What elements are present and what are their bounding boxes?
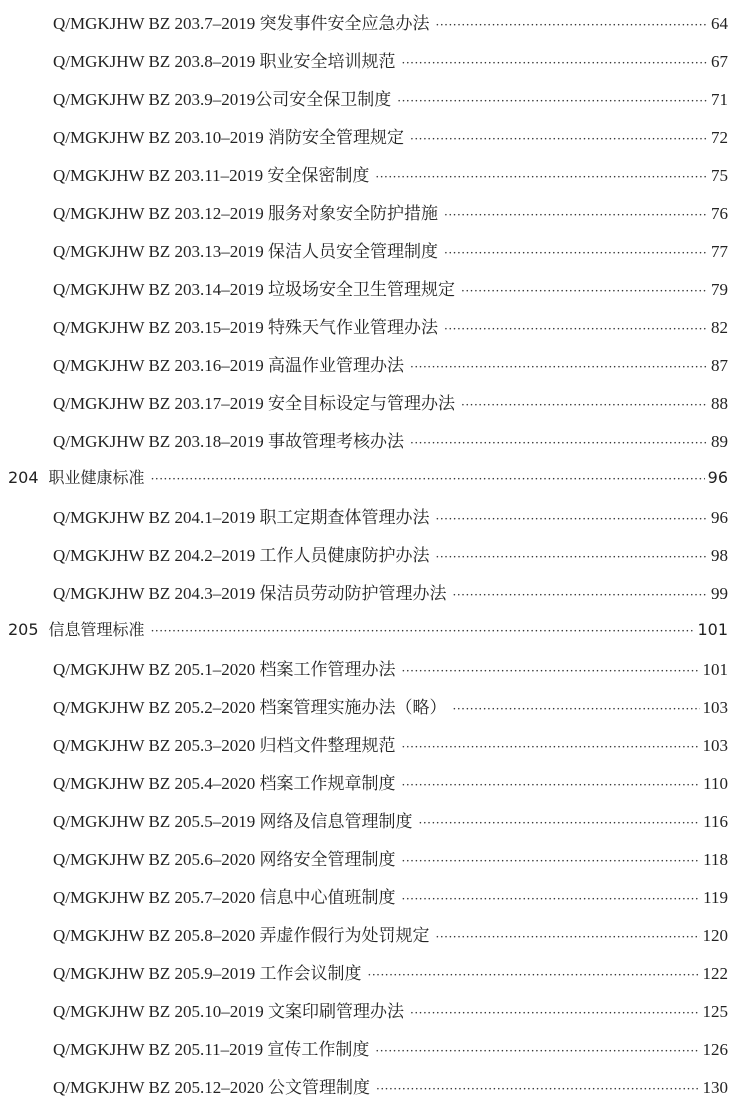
toc-entry-page: 82 [711,318,728,337]
toc-entry[interactable] [0,655,750,681]
toc-entry-title: Q/MGKJHW BZ 205.6–2020 网络安全管理制度 [53,850,396,869]
toc-entry-page: 122 [702,964,728,983]
toc-entry-title: Q/MGKJHW BZ 203.7–2019 突发事件安全应急办法 [53,14,430,33]
dot-leader [436,512,708,526]
toc-entry-title: Q/MGKJHW BZ 204.3–2019 保洁员劳动防护管理办法 [53,584,447,603]
toc-entry-title: Q/MGKJHW BZ 203.8–2019 职业安全培训规范 [53,52,396,71]
toc-entry-title: Q/MGKJHW BZ 205.2–2020 档案管理实施办法（略） [53,698,447,717]
toc-entry-page: 103 [702,698,728,717]
toc-entry-title: Q/MGKJHW BZ 203.17–2019 安全目标设定与管理办法 [53,394,456,413]
toc-entry-title: Q/MGKJHW BZ 205.5–2019 网络及信息管理制度 [53,812,413,831]
toc-entry-title: Q/MGKJHW BZ 204.1–2019 职工定期查体管理办法 [53,508,430,527]
toc-entry[interactable] [0,769,750,795]
section-number: 205 [8,620,39,639]
toc-entry-page: 125 [702,1002,728,1021]
dot-leader [453,588,708,602]
toc-entry-title: Q/MGKJHW BZ 205.7–2020 信息中心值班制度 [53,888,396,907]
dot-leader [410,436,708,450]
toc-entry-page: 103 [702,736,728,755]
dot-leader [436,550,708,564]
dot-leader [151,624,695,638]
toc-entry-page: 130 [702,1078,728,1097]
toc-entry[interactable] [0,313,750,339]
dot-leader [453,702,700,716]
toc-entry[interactable] [0,85,750,111]
toc-entry[interactable] [0,693,750,719]
toc-entry-title: Q/MGKJHW BZ 203.9–2019公司安全保卫制度 [53,90,392,109]
dot-leader [402,56,708,70]
dot-leader [375,1044,699,1058]
toc-section-heading[interactable] [0,465,750,491]
toc-entry-title: Q/MGKJHW BZ 203.10–2019 消防安全管理规定 [53,128,405,147]
section-title: 信息管理标准 [48,620,145,639]
toc-entry-page: 99 [711,584,728,603]
dot-leader [461,284,708,298]
dot-leader [402,778,701,792]
toc-entry[interactable] [0,9,750,35]
toc-entry-page: 119 [703,888,728,907]
toc-entry-page: 76 [711,204,728,223]
toc-entry[interactable] [0,427,750,453]
toc-entry-page: 126 [702,1040,728,1059]
toc-entry[interactable] [0,1035,750,1061]
toc-entry[interactable] [0,579,750,605]
dot-leader [368,968,700,982]
toc-entry-page: 96 [711,508,728,527]
toc-entry-page: 101 [702,660,728,679]
toc-entry-page: 79 [711,280,728,299]
toc-entry-title: Q/MGKJHW BZ 205.3–2020 归档文件整理规范 [53,736,396,755]
toc-entry-title: Q/MGKJHW BZ 205.10–2019 文案印刷管理办法 [53,1002,405,1021]
toc-section-heading[interactable] [0,617,750,643]
section-title: 职业健康标准 [48,468,145,487]
toc-entry[interactable] [0,161,750,187]
toc-entry-page: 110 [703,774,728,793]
dot-leader [410,132,708,146]
section-page: 101 [697,620,728,639]
toc-entry-page: 98 [711,546,728,565]
toc-entry-title: Q/MGKJHW BZ 205.9–2019 工作会议制度 [53,964,362,983]
toc-entry-page: 87 [711,356,728,375]
section-number: 204 [8,468,39,487]
toc-entry[interactable] [0,731,750,757]
toc-entry[interactable] [0,807,750,833]
toc-entry-page: 120 [702,926,728,945]
dot-leader [436,18,708,32]
toc-entry[interactable] [0,237,750,263]
toc-entry-page: 71 [711,90,728,109]
dot-leader [461,398,708,412]
toc-entry[interactable] [0,123,750,149]
toc-entry-title: Q/MGKJHW BZ 203.11–2019 安全保密制度 [53,166,370,185]
dot-leader [402,664,700,678]
toc-entry[interactable] [0,1073,750,1099]
toc-entry[interactable] [0,541,750,567]
toc-entry-page: 75 [711,166,728,185]
dot-leader [444,208,708,222]
section-page: 96 [707,468,728,487]
toc-entry-page: 118 [703,850,728,869]
toc-entry-page: 77 [711,242,728,261]
dot-leader [151,472,705,486]
toc-entry[interactable] [0,275,750,301]
toc-entry[interactable] [0,389,750,415]
dot-leader [402,854,701,868]
dot-leader [397,94,708,108]
dot-leader [402,740,700,754]
toc-entry-title: Q/MGKJHW BZ 205.4–2020 档案工作规章制度 [53,774,396,793]
toc-entry[interactable] [0,997,750,1023]
toc-entry[interactable] [0,47,750,73]
toc-entry-title: Q/MGKJHW BZ 205.1–2020 档案工作管理办法 [53,660,396,679]
dot-leader [419,816,701,830]
toc-entry-page: 64 [711,14,728,33]
dot-leader [375,170,708,184]
dot-leader [436,930,700,944]
toc-entry-page: 116 [703,812,728,831]
toc-entry-title: Q/MGKJHW BZ 205.11–2019 宣传工作制度 [53,1040,370,1059]
toc-entry-title: Q/MGKJHW BZ 205.8–2020 弄虚作假行为处罚规定 [53,926,430,945]
toc-entry-page: 88 [711,394,728,413]
toc-entry-title: Q/MGKJHW BZ 204.2–2019 工作人员健康防护办法 [53,546,430,565]
dot-leader [376,1082,699,1096]
toc-entry-title: Q/MGKJHW BZ 205.12–2020 公文管理制度 [53,1078,371,1097]
toc-entry[interactable] [0,351,750,377]
dot-leader [410,360,708,374]
toc-entry[interactable] [0,199,750,225]
toc-entry[interactable] [0,959,750,985]
toc-entry-page: 72 [711,128,728,147]
dot-leader [402,892,701,906]
toc-entry[interactable] [0,845,750,871]
dot-leader [444,246,708,260]
toc-entry-title: Q/MGKJHW BZ 203.12–2019 服务对象安全防护措施 [53,204,439,223]
toc-entry[interactable] [0,503,750,529]
toc-entry-title: Q/MGKJHW BZ 203.18–2019 事故管理考核办法 [53,432,405,451]
toc-entry-page: 89 [711,432,728,451]
toc-entry-title: Q/MGKJHW BZ 203.15–2019 特殊天气作业管理办法 [53,318,439,337]
toc-entry-title: Q/MGKJHW BZ 203.16–2019 高温作业管理办法 [53,356,405,375]
dot-leader [410,1006,699,1020]
toc-entry[interactable] [0,921,750,947]
toc-entry-title: Q/MGKJHW BZ 203.13–2019 保洁人员安全管理制度 [53,242,439,261]
toc-entry-page: 67 [711,52,728,71]
dot-leader [444,322,708,336]
toc-entry-title: Q/MGKJHW BZ 203.14–2019 垃圾场安全卫生管理规定 [53,280,456,299]
toc-entry[interactable] [0,883,750,909]
